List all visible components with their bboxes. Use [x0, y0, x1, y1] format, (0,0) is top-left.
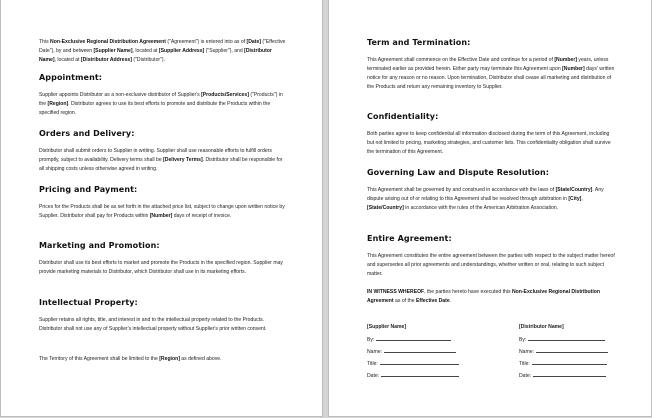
section-confidentiality	[367, 112, 615, 157]
section-marketing-promotion	[39, 241, 286, 277]
section-intellectual-property	[39, 298, 286, 334]
signature-field-title[interactable]: Title:	[367, 360, 459, 367]
section-heading: Marketing and Promotion:	[39, 241, 160, 250]
section-body: Both parties agree to keep confidential all information disclosed during the term of this Agreement, including but not limited to pricing, marketing strategies, and customer lists. This confidentiality obligation shall survive the termination of this Agreement.	[367, 131, 611, 155]
signature-line[interactable]	[528, 336, 605, 341]
signature-party-name: [Distributor Name]	[519, 324, 564, 330]
signature-field-by[interactable]: By:	[367, 336, 451, 343]
signature-line[interactable]	[380, 360, 459, 365]
section-heading: Pricing and Payment:	[39, 185, 138, 194]
signature-field-date[interactable]: Date:	[519, 372, 606, 379]
section-heading: Confidentiality:	[367, 112, 439, 121]
section-orders-delivery	[39, 129, 286, 174]
section-heading: Governing Law and Dispute Resolution:	[367, 168, 550, 177]
section-entire-agreement	[367, 234, 615, 279]
section-body: Distributor shall use its best efforts to market and promote the Products in the specified region. Supplier may provide marketing materials to Distributor, which Distributor shall use in its marketing efforts.	[39, 260, 283, 275]
section-body: This Agreement shall commence on the Effective Date and continue for a period of [Number] years, unless terminated earlier as provided herein. Either party may terminate this Agreement upon [Number] days' written notice for any reason or no reason. Upon termination, Distributor shall cease all marketing and distribution of the Products and return any remaining inventory to Supplier.	[367, 57, 615, 90]
section-governing-law	[367, 168, 615, 213]
section-body: Supplier appoints Distributor as a non-exclusive distributor of Supplier's [Products/Services] ("Products") in the [Region]. Distributor agrees to use its best efforts to promote and distribute the Products within the specified region.	[39, 92, 283, 116]
signature-field-name[interactable]: Name:	[519, 348, 608, 355]
signature-field-date[interactable]: Date:	[367, 372, 459, 379]
signature-line[interactable]	[536, 348, 608, 353]
signature-field-title[interactable]: Title:	[519, 360, 607, 367]
signature-line[interactable]	[533, 372, 606, 377]
section-pricing-payment	[39, 185, 286, 221]
intro-paragraph: This Non-Exclusive Regional Distribution Agreement ("Agreement") is entered into as of [Date] ("Effective Date"), by and between [Supplier Name], located at [Supplier Address] ("Supplier"), and [Distributor Name], located at [Distributor Address] ("Distributor").	[39, 39, 286, 63]
signature-line[interactable]	[376, 336, 451, 341]
section-heading: Entire Agreement:	[367, 234, 452, 243]
section-body: This Agreement shall be governed by and construed in accordance with the laws of [State/Country]. Any dispute arising out of or relating to this Agreement shall be resolved through arbitration in [City], [State/Country] in accordance with the rules of the American Arbitration Association.	[367, 187, 604, 211]
section-appointment	[39, 73, 286, 118]
section-heading: Term and Termination:	[367, 38, 471, 47]
document-page-2	[328, 0, 652, 417]
section-body: This Agreement constitutes the entire agreement between the parties with respect to the subject matter hereof and supersedes all prior agreements and understandings, whether written or oral, relating to such subject matter.	[367, 253, 615, 277]
section-heading: Orders and Delivery:	[39, 129, 135, 138]
signature-line[interactable]	[384, 348, 456, 353]
document-page-1	[0, 0, 323, 417]
section-heading: Intellectual Property:	[39, 298, 138, 307]
territory-paragraph: The Territory of this Agreement shall be limited to the [Region] as defined above.	[39, 356, 222, 362]
signature-field-by[interactable]: By:	[519, 336, 605, 343]
signature-line[interactable]	[532, 360, 607, 365]
section-body: Supplier retains all rights, title, and interest in and to the intellectual property related to the Products. Distributor shall not use any of Supplier's intellectual property without Supplier's prior written consent.	[39, 317, 267, 332]
signature-line[interactable]	[381, 372, 459, 377]
signature-field-name[interactable]: Name:	[367, 348, 456, 355]
section-heading: Appointment:	[39, 73, 103, 82]
section-body: Prices for the Products shall be as set forth in the attached price list, subject to change upon written notice by Supplier. Distributor shall pay for Products within [Number] days of receipt of invoice.	[39, 204, 285, 219]
witness-paragraph: IN WITNESS WHEREOF, the parties hereto have executed this Non-Exclusive Regional Distribution Agreement as of the Effective Date.	[367, 289, 600, 304]
section-body: Distributor shall submit orders to Supplier in writing. Supplier shall use reasonable efforts to fulfill orders promptly, subject to availability. Delivery terms shall be [Delivery Terms]. Distributor shall be responsible for all shipping costs unless otherwise agreed in writing.	[39, 148, 283, 172]
section-term-termination	[367, 38, 615, 92]
signature-party-name: [Supplier Name]	[367, 324, 407, 330]
